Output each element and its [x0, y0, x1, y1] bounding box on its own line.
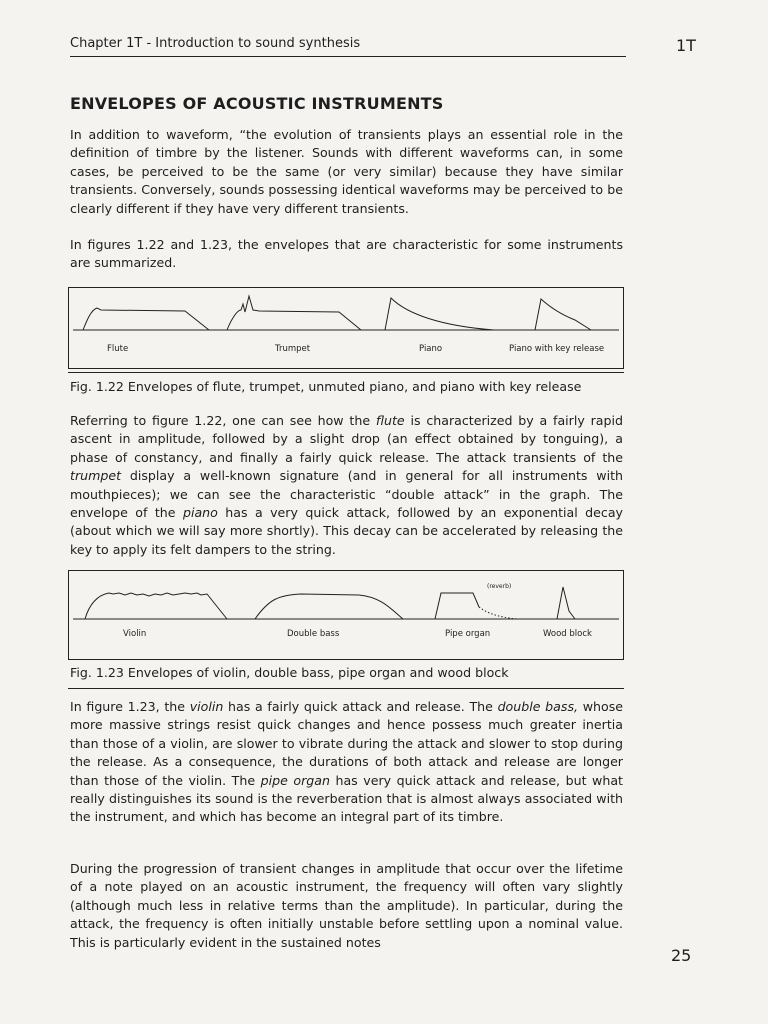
page-number: 25: [671, 946, 692, 965]
figure-label-violin: Violin: [123, 629, 147, 639]
chapter-badge: 1T: [676, 36, 696, 55]
figure-label-wood-block: Wood block: [543, 629, 592, 639]
term-trumpet: trumpet: [70, 468, 122, 484]
section-heading: ENVELOPES OF ACOUSTIC INSTRUMENTS: [70, 94, 444, 113]
figure-label-piano-key-release: Piano with key release: [509, 344, 605, 354]
figure-label-trumpet: Trumpet: [275, 344, 311, 354]
caption-rule-1-23: [68, 688, 624, 689]
figure-caption-1-22: Fig. 1.22 Envelopes of flute, trumpet, unmuted piano, and piano with key release: [70, 379, 582, 394]
reverb-label: (reverb): [487, 583, 512, 590]
figure-label-flute: Flute: [107, 344, 129, 354]
paragraph-figure-1-22-discussion: Referring to figure 1.22, one can see how the flute is characterized by a fairly rapid ascent in amplitude, followed by a slight drop (an effect obtained by tonguing), a phase of constancy, and finally a fairly quick release. The attack transients of the trumpet display a well-known signature (and in general for all instruments with mouthpieces); we can see the characteristic “double attack” in the graph. The envelope of the piano has a very quick attack, followed by an exponential decay (about which we will say more shortly). This decay can be accelerated by releasing the key to apply its felt dampers to the string.: [70, 413, 623, 557]
term-violin: violin: [189, 699, 224, 714]
term-piano: piano: [182, 505, 218, 521]
violin-envelope: [85, 593, 227, 619]
piano-envelope: [385, 298, 494, 330]
paragraph-frequency-variation: During the progression of transient changes in amplitude that occur over the lifetime of a note played on an acoustic instrument, the frequency will often vary slightly (although much less in relative terms than the amplitude). In particular, during the attack, the frequency is often initially unstable before settling upon a nominal value. This is particularly evident in the sustained notes: [70, 861, 623, 950]
double-bass-envelope: [255, 594, 403, 619]
figure-1-23: [68, 570, 624, 660]
chapter-title: Chapter 1T - Introduction to sound synthesis: [70, 36, 361, 51]
figure-caption-1-23: Fig. 1.23 Envelopes of violin, double bass, pipe organ and wood block: [70, 665, 509, 680]
term-pipe-organ: pipe organ: [260, 772, 330, 788]
figure-1-22: [68, 287, 624, 369]
figure-label-pipe-organ: Pipe organ: [445, 629, 491, 639]
envelope-diagrams-1-23: [69, 571, 623, 659]
running-header: [70, 36, 626, 57]
figure-label-piano: Piano: [419, 344, 443, 354]
piano-key-release-envelope: [535, 299, 591, 330]
term-double-bass: double bass,: [497, 699, 579, 714]
paragraph-figures-intro: In figures 1.22 and 1.23, the envelopes that are characteristic for some instruments are summarized.: [70, 237, 623, 271]
pipe-organ-reverb: [479, 607, 517, 619]
caption-rule-1-22: [68, 372, 624, 373]
flute-envelope: [83, 308, 209, 330]
figure-label-double-bass: Double bass: [287, 629, 340, 639]
wood-block-envelope: [557, 587, 575, 619]
paragraph-figure-1-23-discussion: In figure 1.23, the violin has a fairly quick attack and release. The double bass, whose more massive strings resist quick changes and hence possess much greater inertia than those of a violin, are slower to vibrate during the attack and slower to stop during the release. As a consequence, the durations of both attack and release are longer than those of the violin. The pipe organ has very quick attack and release, but what really distinguishes its sound is the reverberation that is almost always associated with the instrument, and which has become an integral part of its timbre.: [70, 699, 623, 825]
term-flute: flute: [375, 413, 405, 428]
envelope-diagrams-1-22: [69, 288, 623, 368]
trumpet-envelope: [227, 296, 361, 330]
pipe-organ-envelope: [435, 593, 479, 619]
paragraph-intro: In addition to waveform, “the evolution of transients plays an essential role in the definition of timbre by the listener. Sounds with different waveforms can, in some cases, be perceived to be the same (or very similar) because they have similar transients. Conversely, sounds possessing identical waveforms may be perceived to be clearly different if they have very different transients.: [70, 127, 623, 216]
